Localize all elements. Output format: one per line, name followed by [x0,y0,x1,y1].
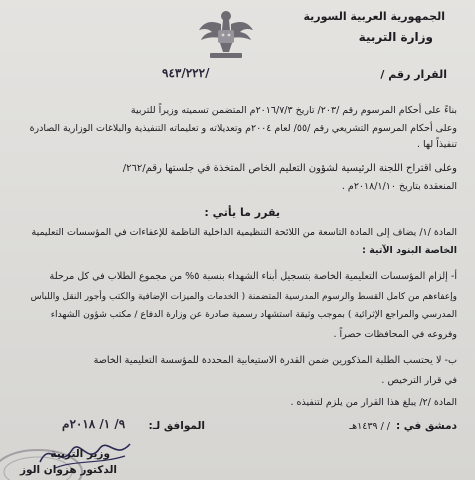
gregorian-date: ٩/ ١/ ٢٠١٨م [62,417,126,431]
minister-title: وزير التربية [50,448,110,460]
syrian-eagle-emblem-icon [196,6,256,62]
item-a-line-4: وفروعه في المحافظات حصراً . [333,329,457,340]
item-b-line-2: في قرار الترخيص . [381,375,457,386]
decides-heading: يقرر ما يأتي : [204,206,280,219]
preamble-committee-date: المنعقدة بتاريخ ٢٠١٨/١/١٠م . [341,181,457,192]
preamble-decree: بناءً على أحكام المرسوم رقم /٢٠٣/ تاريخ ٢٠١٦/٧/٣م المتضمن تسميته وزيراً للتربية [130,105,457,116]
minister-name: الدكتور هزوان الوز [19,464,117,476]
decision-number: ٩٤٣/٢٢٢/ [162,66,210,80]
city-label: دمشق في : [395,420,457,432]
item-a-line-2: وإعفاءهم من كامل القسط والرسوم المدرسية المتضمنة ( الخدمات والميزات الإضافية والكتب وأجور النقل واللباس [30,292,457,302]
preamble-committee: وعلى اقتراح اللجنة الرئيسية لشؤون التعليم الخاص المتخذة في جلستها رقم/٢٦٢/ [122,163,457,174]
article-1-cont: الخاصة البنود الآتية : [362,245,457,256]
decision-label: القرار رقم / [380,68,447,81]
corresponding-label: الموافق لـ: [148,420,205,432]
ministry-name: وزارة التربية [358,30,433,44]
preamble-legislative-decree-cont: تنفيذاً لها . [416,139,457,150]
item-a-line-1: أ- إلزام المؤسسات التعليمية الخاصة بتسجيل أبناء الشهداء بنسبة ٥% من مجموع الطلاب في كل مرحلة [49,271,457,282]
item-a-line-3: المدرسي والمراجع الإثرائية ) بموجب وثيقة استشهاد رسمية صادرة عن وزارة الدفاع / مكتب شؤون الشهداء [50,309,457,320]
preamble-legislative-decree: وعلى أحكام المرسوم التشريعي رقم /٥٥/ لعام ٢٠٠٤م وتعديلاته و تعليماته التنفيذية والبلاغات الوزارية الصادرة [29,123,457,134]
article-1: المادة /١/ يضاف إلى المادة التاسعة من اللائحة التنظيمية الداخلية الناظمة للإعفاءات في المؤسسات التعليمية [31,227,457,238]
hijri-date: / / ١٤٣٩هـ [349,421,390,432]
item-b-line-1: ب- لا يحتسب الطلبة المذكورين ضمن القدرة الاستيعابية المحددة للمؤسسة التعليمية الخاصة [93,355,457,366]
article-2: المادة /٢/ يبلغ هذا القرار من يلزم لتنفيذه . [290,397,457,408]
republic-name: الجمهورية العربية السورية [303,10,445,23]
